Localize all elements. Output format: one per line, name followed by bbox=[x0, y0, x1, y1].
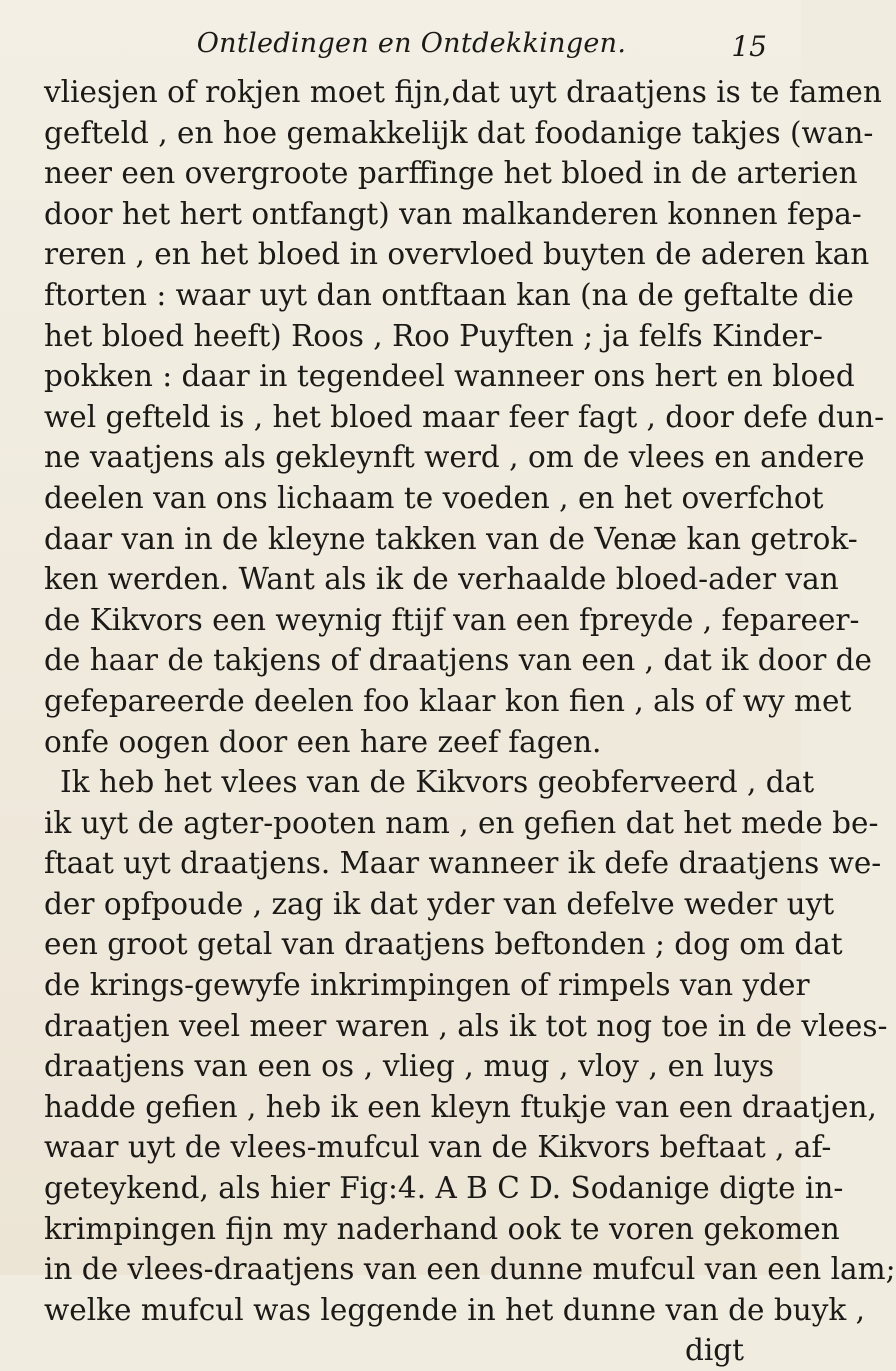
text-line: draatjens van een os , vlieg , mug , vloy , en luys bbox=[44, 1049, 774, 1084]
body-text bbox=[44, 72, 896, 1371]
text-line: onfe oogen door een hare zeef fagen. bbox=[44, 724, 602, 759]
text-line: krimpingen fijn my naderhand ook te voren gekomen bbox=[44, 1211, 840, 1246]
page-header bbox=[50, 28, 773, 68]
page-number: 15 bbox=[731, 30, 767, 63]
text-line: geteykend, als hier Fig:4. A B C D. Sodanige digte in- bbox=[44, 1171, 844, 1206]
text-line: welke mufcul was leggende in het dunne van de buyk , bbox=[44, 1292, 866, 1327]
text-line: gefepareerde deelen foo klaar kon fien , als of wy met bbox=[44, 683, 852, 718]
text-line: der opfpoude , zag ik dat yder van defelve weder uyt bbox=[44, 886, 835, 921]
text-line: daar van in de kleyne takken van de Venæ kan getrok- bbox=[44, 521, 858, 556]
text-line: reren , en het bloed in overvloed buyten de aderen kan bbox=[44, 237, 870, 272]
text-line: een groot getal van draatjens beftonden ; dog om dat bbox=[44, 927, 843, 962]
text-line: ken werden. Want als ik de verhaalde bloed-ader van bbox=[44, 562, 839, 597]
text-line: ne vaatjens als gekleynft werd , om de vlees en andere bbox=[44, 440, 865, 475]
text-line: ftaat uyt draatjens. Maar wanneer ik defe draatjens we- bbox=[44, 846, 882, 881]
running-title: Ontledingen en Ontdekkingen. bbox=[196, 28, 627, 59]
text-line: door het hert ontfangt) van malkanderen konnen fepa- bbox=[44, 196, 862, 231]
text-line: het bloed heeft) Roos , Roo Puyften ; ja felfs Kinder- bbox=[44, 318, 823, 353]
text-line: pokken : daar in tegendeel wanneer ons hert en bloed bbox=[44, 359, 855, 394]
text-line: draatjen veel meer waren , als ik tot nog toe in de vlees- bbox=[44, 1008, 888, 1043]
text-line: de Kikvors een weynig ftijf van een fpreyde , fepareer- bbox=[44, 602, 860, 637]
text-line: neer een overgroote parffinge het bloed in de arterien bbox=[44, 156, 858, 191]
text-line: ftorten : waar uyt dan ontftaan kan (na de geftalte die bbox=[44, 277, 854, 312]
text-line: Ik heb het vlees van de Kikvors geobferveerd , dat bbox=[60, 765, 815, 800]
text-line: vliesjen of rokjen moet fijn,dat uyt draatjens is te famen bbox=[44, 75, 882, 109]
text-line: deelen van ons lichaam te voeden , en het overfchot bbox=[44, 480, 824, 515]
text-line: gefteld , en hoe gemakkelijk dat foodanige takjes (wan- bbox=[44, 115, 874, 150]
text-line: ik uyt de agter-pooten nam , en gefien dat het mede be- bbox=[44, 805, 879, 840]
catchword: digt bbox=[684, 1333, 744, 1368]
text-line: in de vlees-draatjens van een dunne mufcul van een lam; bbox=[44, 1252, 896, 1287]
text-line: hadde gefien , heb ik een kleyn ftukje van een draatjen, bbox=[44, 1089, 877, 1124]
text-line: de krings-gewyfe inkrimpingen of rimpels van yder bbox=[44, 968, 810, 1003]
text-line: de haar de takjens of draatjens van een , dat ik door de bbox=[44, 643, 873, 678]
text-line: waar uyt de vlees-mufcul van de Kikvors beftaat , af- bbox=[44, 1130, 832, 1165]
text-line: wel gefteld is , het bloed maar feer fagt , door defe dun- bbox=[44, 399, 885, 434]
